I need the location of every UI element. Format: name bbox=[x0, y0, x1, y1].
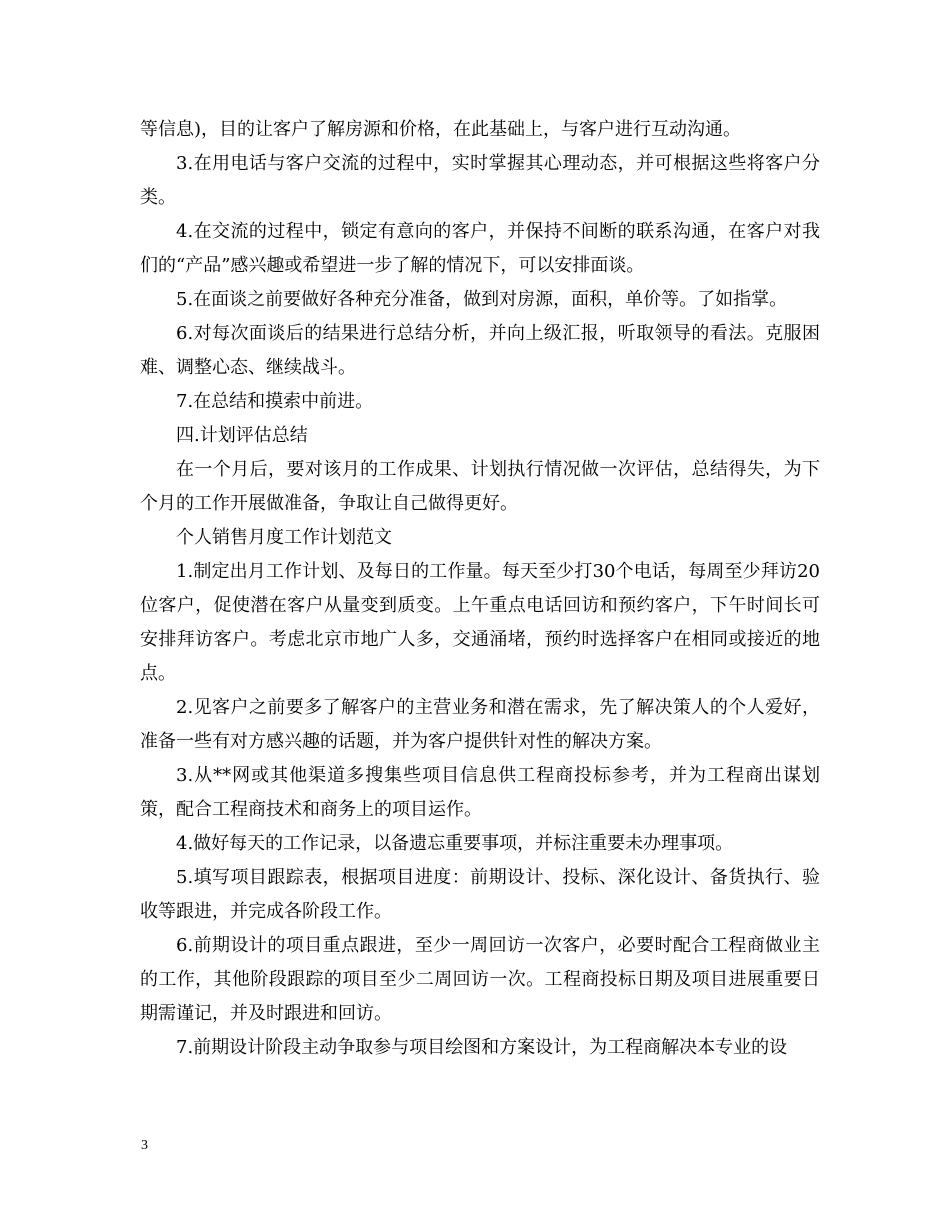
paragraph-item-5: 5.在面谈之前要做好各种充分准备，做到对房源，面积，单价等。了如指掌。 bbox=[176, 289, 788, 310]
plan-item-3: 3.从**网或其他渠道多搜集些项目信息供工程商投标参考，并为工程商出谋划策，配合工程商技术和商务上的项目运作。 bbox=[140, 765, 820, 820]
paragraph-item-7: 7.在总结和摸索中前进。 bbox=[176, 391, 374, 412]
plan-item-6: 6.前期设计的项目重点跟进，至少一周回访一次客户，必要时配合工程商做业主的工作，其他阶段跟踪的项目至少二周回访一次。工程商投标日期及项目进展重要日期需谨记，并及时跟进和回访。 bbox=[140, 935, 820, 1024]
paragraph-item-6: 6.对每次面谈后的结果进行总结分析，并向上级汇报，听取领导的看法。克服困难、调整心态、继续战斗。 bbox=[140, 323, 820, 378]
plan-item-1: 1.制定出月工作计划、及每日的工作量。每天至少打30个电话，每周至少拜访20位客户，促使潜在客户从量变到质变。上午重点电话回访和预约客户，下午时间长可安排拜访客户。考虑北京市地广人多，交通涌堵，预约时选择客户在相同或接近的地点。 bbox=[140, 561, 820, 684]
paragraph-item-4: 4.在交流的过程中，锁定有意向的客户，并保持不间断的联系沟通，在客户对我们的“产品”感兴趣或希望进一步了解的情况下，可以安排面谈。 bbox=[140, 221, 820, 276]
plan-item-5: 5.填写项目跟踪表，根据项目进度：前期设计、投标、深化设计、备货执行、验收等跟进，并完成各阶段工作。 bbox=[140, 867, 820, 922]
section-title-sample-plan: 个人销售月度工作计划范文 bbox=[176, 527, 392, 548]
paragraph-item-3: 3.在用电话与客户交流的过程中，实时掌握其心理动态，并可根据这些将客户分类。 bbox=[140, 153, 820, 208]
paragraph-evaluation: 在一个月后，要对该月的工作成果、计划执行情况做一次评估，总结得失，为下个月的工作开展做准备，争取让自己做得更好。 bbox=[140, 459, 820, 514]
plan-item-4: 4.做好每天的工作记录，以备遗忘重要事项，并标注重要未办理事项。 bbox=[176, 833, 734, 854]
plan-item-7: 7.前期设计阶段主动争取参与项目绘图和方案设计，为工程商解决本专业的设 bbox=[176, 1037, 788, 1058]
section-heading-plan-evaluation: 四.计划评估总结 bbox=[176, 425, 308, 446]
paragraph-continuation: 等信息)，目的让客户了解房源和价格，在此基础上，与客户进行互动沟通。 bbox=[140, 119, 742, 140]
page-number: 3 bbox=[141, 1138, 148, 1153]
plan-item-2: 2.见客户之前要多了解客户的主营业务和潜在需求，先了解决策人的个人爱好，准备一些有对方感兴趣的话题，并为客户提供针对性的解决方案。 bbox=[140, 697, 820, 752]
body-text bbox=[140, 113, 820, 1065]
